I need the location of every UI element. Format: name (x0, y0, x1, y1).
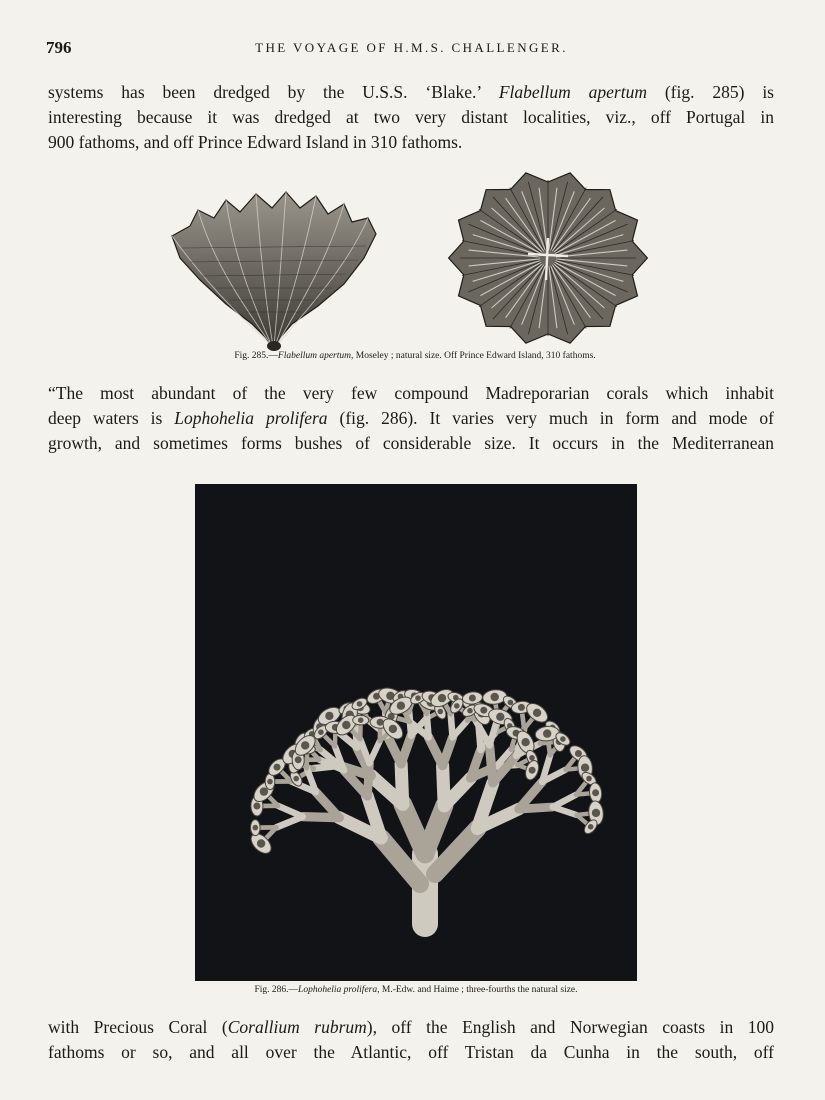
page-header (46, 38, 777, 60)
paragraph-2-line-3: growth, and sometimes forms bushes of considerable size. It occurs in the Mediterranean (48, 433, 774, 453)
paragraph-1 (48, 80, 774, 155)
species-name: Flabellum apertum (498, 82, 647, 102)
paragraph-2-line-2 (48, 406, 774, 431)
figure-286-caption (186, 985, 646, 995)
text-run: deep waters is (48, 408, 175, 428)
paragraph-1-line-3: 900 fathoms, and off Prince Edward Island in 310 fathoms. (48, 132, 463, 152)
paragraph-3-line-2: fathoms or so, and all over the Atlantic, off Tristan da Cunha in the south, off (48, 1042, 774, 1062)
paragraph-1-line-2: interesting because it was dredged at two very distant localities, viz., off Portugal in (48, 107, 774, 127)
paragraph-1-line-1 (48, 80, 774, 105)
paragraph-2 (48, 381, 774, 456)
text-run: with Precious Coral ( (48, 1017, 228, 1037)
species-name: Corallium rubrum (227, 1017, 367, 1037)
species-name: Flabellum apertum (277, 351, 351, 361)
caption-text: , M.-Edw. and Haime ; three-fourths the natural size. (377, 985, 578, 995)
caption-prefix: Fig. 286.— (254, 985, 299, 995)
page-number: 796 (46, 38, 72, 57)
figure-286-plate (195, 484, 637, 981)
figure-285-caption (160, 351, 670, 361)
caption-text: , Moseley ; natural size. Off Prince Edward Island, 310 fathoms. (351, 351, 596, 361)
paragraph-3 (48, 1015, 774, 1065)
text-run: (fig. 286). It varies very much in form and mode of (327, 408, 774, 428)
figure-285-side-view (168, 188, 380, 354)
coral-illustration (195, 484, 637, 981)
paragraph-3-line-1 (48, 1015, 774, 1040)
text-run: systems has been dredged by the U.S.S. ‘Blake.’ (48, 82, 499, 102)
species-name: Lophohelia prolifera (174, 408, 328, 428)
text-run: ), off the English and Norwegian coasts in 100 (366, 1017, 775, 1037)
running-title: THE VOYAGE OF H.M.S. CHALLENGER. (255, 40, 568, 55)
caption-prefix: Fig. 285.— (234, 351, 278, 361)
paragraph-2-line-1: “The most abundant of the very few compound Madreporarian corals which inhabit (48, 383, 774, 403)
figure-285-top-view (440, 168, 654, 350)
species-name: Lophohelia prolifera (298, 985, 378, 995)
text-run: (fig. 285) is (646, 82, 774, 102)
